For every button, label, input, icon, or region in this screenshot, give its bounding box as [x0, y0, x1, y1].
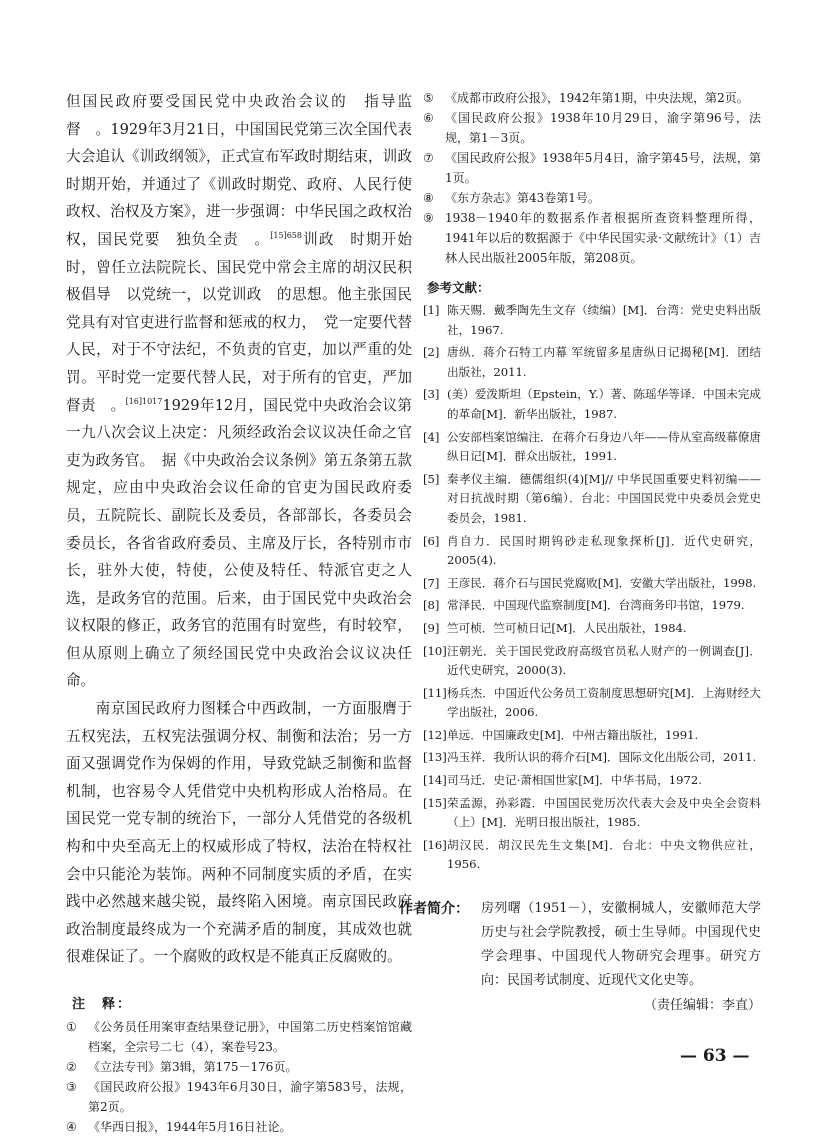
- citation-ref: [16]1017: [125, 396, 163, 406]
- notes-list-right: [423, 88, 761, 268]
- reference-item: [423, 794, 761, 833]
- reference-text: 胡汉民．胡汉民先生文集[M]．台北：中央文物供应社，1956.: [447, 837, 761, 872]
- reference-text: 荣孟源，孙彩霞．中国国民党历次代表大会及中央全会资料（上）[M]．光明日报出版社，1985.: [447, 795, 761, 830]
- reference-item: [423, 619, 761, 639]
- reference-text: 王彦民．蒋介石与国民党腐败[M]．安徽大学出版社，1998.: [447, 575, 757, 590]
- reference-number: [3]: [423, 387, 440, 402]
- notes-heading: 注 释：: [72, 997, 133, 1012]
- reference-text: 冯玉祥．我所认识的蒋介石[M]．国际文化出版公司，2011.: [447, 750, 757, 765]
- reference-number: [6]: [423, 533, 440, 548]
- reference-item: [423, 428, 761, 467]
- body-text-segment: 1929年12月，国民党中央政治会议第一九八次会议上决定：凡须经政治会议议决任命之官吏为政务官。 据《中央政治会议条例》第五条第五款规定，应由中央政治会议任命的官吏为国民政府委员，五院院长、副院长及委员，各部部长，各委员会委员长，各省省政府委员、主席及厅长，各特别市市长，驻外大使，特使，公使及特任、特派官吏之人选，是政务官的范围。后来，由于国民党中央政治会议权限的修正，政务官的范围有时宽些，有时较窄，但从原则上确立了须经国民党中央政治会议议决任命。: [66, 396, 412, 690]
- note-item: ⑤ 《成都市政府公报》，1942年第1期，中央法规，第2页。: [423, 91, 749, 105]
- references-heading: 参考文献：: [427, 280, 490, 295]
- reference-number: [16]: [423, 837, 447, 852]
- body-text-segment: 训政 时期开始时，曾任立法院院长、国民党中常会主席的胡汉民积极倡导 以党统一，以党训政 的思想。他主张国民党具有对官吏进行监督和惩戒的权力， 党一定要代替人民，对于不守法纪，不负责的官吏，加以严重的处罚。平时党一定要代替人民，对于所有的官吏，严加督责 。: [66, 230, 412, 414]
- reference-number: [7]: [423, 575, 440, 590]
- right-column: [399, 88, 761, 1017]
- reference-text: 单远．中国廉政史[M]．中州古籍出版社，1991.: [447, 727, 699, 742]
- reference-item: [423, 596, 761, 616]
- body-paragraph-2: [66, 695, 412, 971]
- reference-item: [423, 642, 761, 681]
- reference-text: 竺可桢．竺可桢日记[M]．人民出版社，1984.: [447, 620, 687, 635]
- reference-text: 唐纵．蒋介石特工内幕 军统留多星唐纵日记揭秘[M]．团结出版社，2011.: [447, 345, 761, 379]
- author-bio: [399, 897, 761, 993]
- reference-item: [423, 532, 761, 571]
- reference-text: 司马迁．史记·萧相国世家[M]．中华书局，1972.: [447, 773, 702, 788]
- reference-number: [2]: [423, 345, 440, 360]
- reference-number: [13]: [423, 750, 447, 765]
- note-item: ⑧ 《东方杂志》第43卷第1号。: [423, 191, 600, 205]
- reference-item: [423, 574, 761, 594]
- body-text-segment: 但国民政府要受国民党中央政治会议的 指导监督 。1929年3月21日，中国国民党第三次全国代表大会追认《训政纲领》，正式宣布军政时期结束，训政时期开始，并通过了《训政时期党、政府、人民行使政权、治权及方案》，进一步强调：中华民国之政权治权，国民党要 独负全责 。: [66, 93, 412, 248]
- references-list: [423, 301, 761, 875]
- notes-list-left: [66, 1017, 412, 1137]
- reference-number: [8]: [423, 598, 440, 613]
- note-item: ④ 《华西日报》，1944年5月16日社论。: [66, 1120, 292, 1134]
- body-text-segment: 南京国民政府力图糅合中西政制，一方面服膺于五权宪法，五权宪法强调分权、制衡和法治；另一方面又强调党作为保姆的作用，导致党缺乏制衡和监督机制，也容易令人凭借党中央机构形成人治格局。在国民党一党专制的统治下，一部分人凭借党的各级机构和中央至高无上的权威形成了特权，法治在特权社会中只能沦为装饰。两种不同制度实质的矛盾，在实践中必然越来越尖锐，最终陷入困境。南京国民政府政治制度最终成为一个充满矛盾的制度，其成效也就很难保证了。一个腐败的政权是不能真正反腐败的。: [66, 700, 412, 966]
- note-item: ③ 《国民政府公报》1943年6月30日，渝字第583号，法规，第2页。: [66, 1080, 412, 1114]
- reference-item: [423, 684, 761, 723]
- reference-item: [423, 771, 761, 791]
- reference-text: 秦孝仪主编．德儒组织(4)[M]// 中华民国重要史料初编——对日抗战时期（第6编）．台北：中国国民党中央委员会党史委员会，1981.: [447, 471, 761, 525]
- reference-item: [423, 301, 761, 340]
- reference-text: 陈天赐．戴季陶先生文存（续编）[M]．台湾：党史史料出版社，1967.: [447, 303, 761, 337]
- note-item: ⑥ 《国民政府公报》1938年10月29日，渝字第96号，法规，第1－3页。: [423, 111, 761, 145]
- reference-text: 常泽民．中国现代监察制度[M]．台湾商务印书馆，1979.: [447, 598, 745, 613]
- reference-number: [5]: [423, 471, 440, 486]
- reference-number: [14]: [423, 773, 447, 788]
- note-item: ② 《立法专刊》第3辑，第175－176页。: [66, 1060, 298, 1074]
- reference-number: [10]: [423, 643, 447, 658]
- reference-item: [423, 343, 761, 382]
- reference-number: [11]: [423, 685, 447, 700]
- reference-item: [423, 726, 761, 746]
- reference-text: 汪朝光．关于国民党政府高级官员私人财产的一例调查[J]．近代史研究，2000(3).: [447, 643, 761, 678]
- citation-ref: [15]658: [270, 231, 302, 241]
- body-paragraph-1: [66, 88, 412, 695]
- author-text: 房列曙（1951－），安徽桐城人，安徽师范大学历史与社会学院教授，硕士生导师。中国现代史学会理事、中国现代人物研究会理事。研究方向：民国考试制度、近现代文化史等。: [481, 901, 761, 989]
- reference-text: (美）爱泼斯坦（Epstein，Y.）著、陈瑶华等译．中国未完成的革命[M]．新华出版社，1987.: [447, 387, 761, 421]
- reference-item: [423, 470, 761, 529]
- note-item: ⑦ 《国民政府公报》1938年5月4日，渝字第45号，法规，第1页。: [423, 151, 761, 185]
- reference-number: [12]: [423, 727, 447, 742]
- note-item: ① 《公务员任用案审查结果登记册》，中国第二历史档案馆馆藏档案，全宗号二七（4），案卷号23。: [66, 1020, 412, 1054]
- reference-text: 肖自力．民国时期钨砂走私现象探析[J]．近代史研究，2005(4).: [447, 533, 761, 568]
- editor-credit: （责任编辑：李直）: [643, 998, 761, 1014]
- author-label: 作者简介：: [399, 901, 469, 918]
- reference-text: 杨兵杰．中国近代公务员工资制度思想研究[M]．上海财经大学出版社，2006.: [447, 685, 761, 720]
- reference-item: [423, 748, 761, 768]
- page-number: — 63 —: [680, 1046, 750, 1066]
- reference-text: 公安部档案馆编注．在蒋介石身边八年——侍从室高级幕僚唐纵日记[M]．群众出版社，1991.: [447, 429, 761, 464]
- reference-number: [9]: [423, 620, 440, 635]
- reference-item: [423, 836, 761, 875]
- reference-number: [1]: [423, 303, 440, 317]
- reference-number: [15]: [423, 795, 447, 810]
- reference-number: [4]: [423, 429, 440, 444]
- left-column: [66, 88, 412, 1137]
- note-item: ⑨ 1938－1940年的数据系作者根据所查资料整理所得，1941年以后的数据源于《中华民国实录·文献统计》（1）吉林人民出版社2005年版，第208页。: [423, 211, 761, 265]
- reference-item: [423, 385, 761, 424]
